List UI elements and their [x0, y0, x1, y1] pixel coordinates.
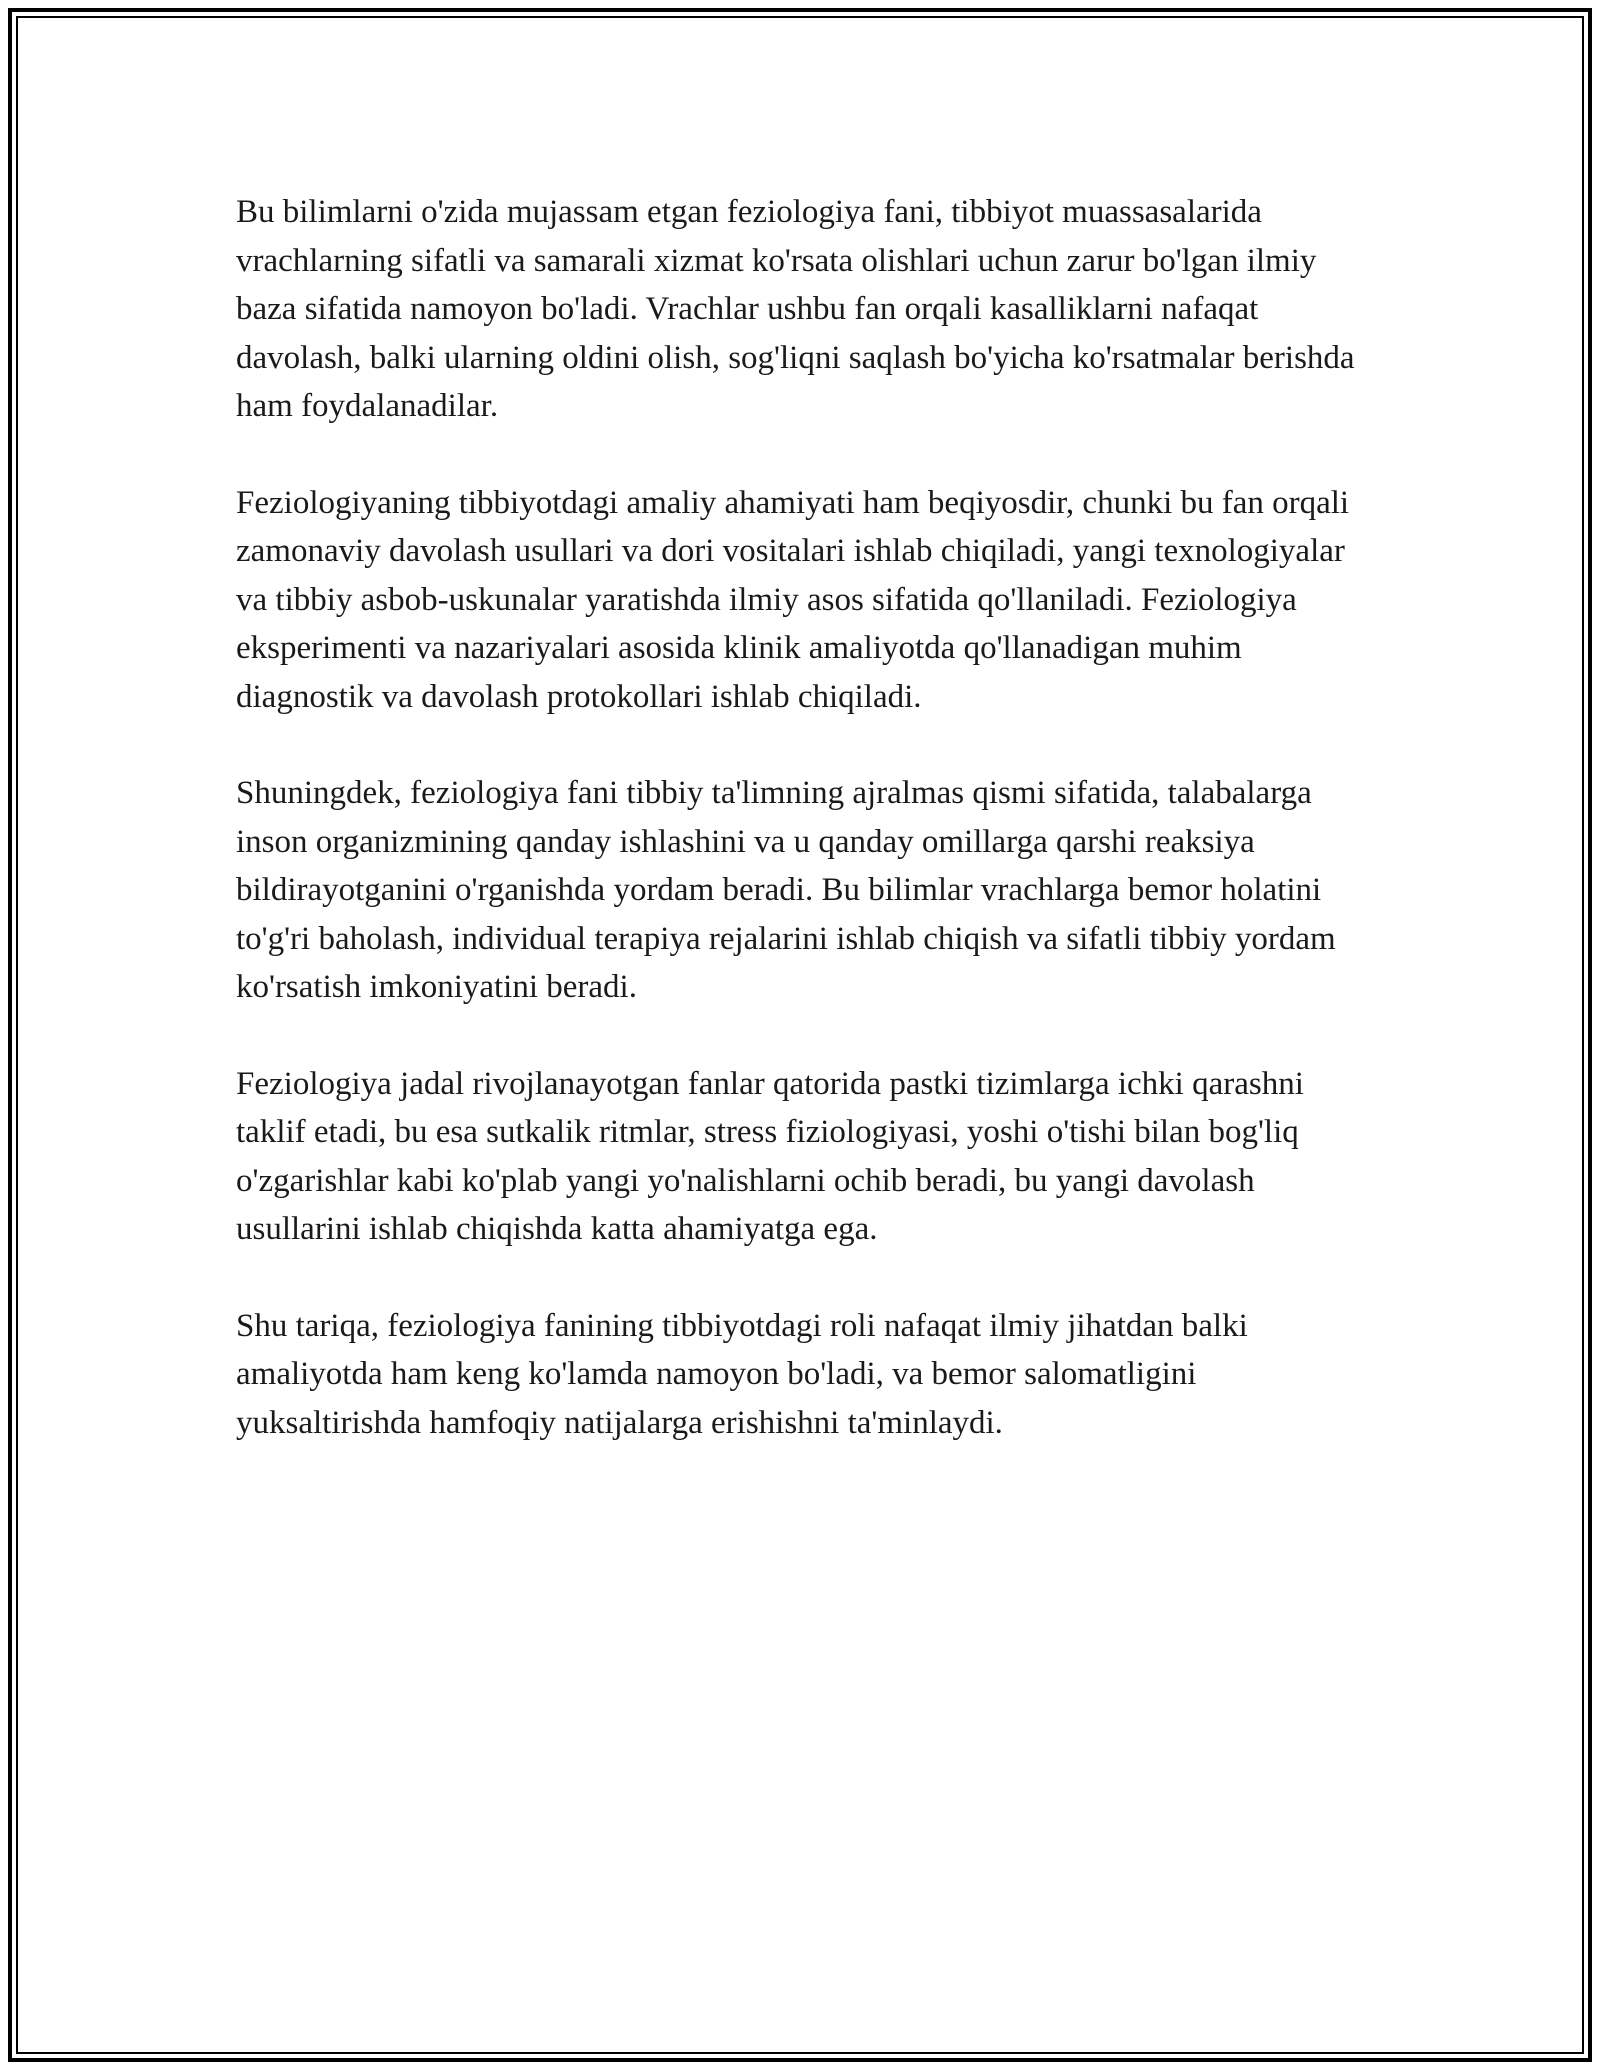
paragraph-1: Bu bilimlarni o'zida mujassam etgan feziologiya fani, tibbiyot muassasalarida vrachlarning sifatli va samarali xizmat ko'rsata olishlari uchun zarur bo'lgan ilmiy baza sifatida namoyon bo'ladi. Vrachlar ushbu fan orqali kasalliklarni nafaqat davolash, balki ularning oldini olish, sog'liqni saqlash bo'yicha ko'rsatmalar berishda ham foydalanadilar. — [236, 194, 1355, 424]
paragraph-2: Feziologiyaning tibbiyotdagi amaliy ahamiyati ham beqiyosdir, chunki bu fan orqali zamonaviy davolash usullari va dori vositalari ishlab chiqiladi, yangi texnologiyalar va tibbiy asbob-uskunalar yaratishda ilmiy asos sifatida qo'llaniladi. Feziologiya eksperimenti va nazariyalari asosida klinik amaliyotda qo'llanadigan muhim diagnostik va davolash protokollari ishlab chiqiladi. — [236, 484, 1350, 715]
paragraph-3: Shuningdek, feziologiya fani tibbiy ta'limning ajralmas qismi sifatida, talabalarga inson organizmining qanday ishlashini va u qanday omillarga qarshi reaksiya bildirayotganini o'rganishda yordam beradi. Bu bilimlar vrachlarga bemor holatini to'g'ri baholash, individual terapiya rejalarini ishlab chiqish va sifatli tibbiy yordam ko'rsatish imkoniyatini beradi. — [236, 775, 1336, 1005]
document-body — [236, 188, 1376, 1447]
paragraph-4: Feziologiya jadal rivojlanayotgan fanlar qatorida pastki tizimlarga ichki qarashni taklif etadi, bu esa sutkalik ritmlar, stress fiziologiyasi, yoshi o'tishi bilan bog'liq o'zgarishlar kabi ko'plab yangi yo'nalishlarni ochib beradi, bu yangi davolash usullarini ishlab chiqishda katta ahamiyatga ega. — [236, 1065, 1304, 1247]
paragraph-5: Shu tariqa, feziologiya fanining tibbiyotdagi roli nafaqat ilmiy jihatdan balki amaliyotda ham keng ko'lamda namoyon bo'ladi, va bemor salomatligini yuksaltirishda hamfoqiy natijalarga erishishni ta'minlaydi. — [236, 1307, 1248, 1441]
